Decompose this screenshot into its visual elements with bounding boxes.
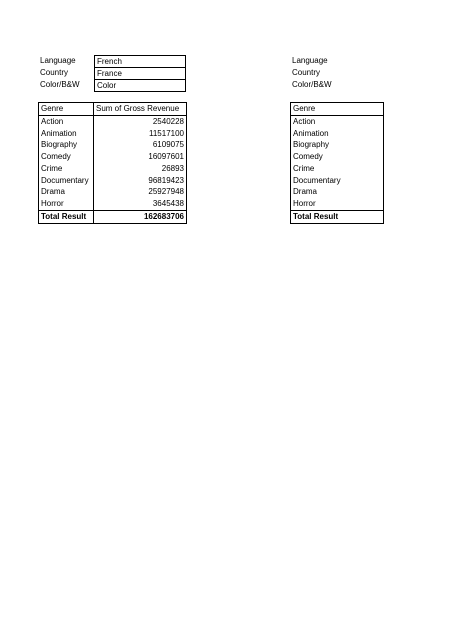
header-genre-right[interactable]: Genre (291, 103, 383, 116)
header-genre[interactable]: Genre (39, 103, 94, 116)
filter-value-country[interactable]: France (95, 68, 185, 80)
table-row-genre[interactable]: Drama (39, 186, 94, 198)
table-row-genre-right[interactable]: Drama (293, 187, 318, 197)
table-row-genre[interactable]: Comedy (39, 151, 94, 163)
filter-labels-left (40, 55, 96, 90)
table-row-genre[interactable]: Animation (39, 128, 94, 140)
table-row-genre-right[interactable]: Action (293, 116, 316, 126)
table-row-genre-right[interactable]: Comedy (293, 152, 323, 161)
table-row-value[interactable]: 16097601 (148, 152, 184, 161)
table-row-genre[interactable]: Documentary (39, 175, 94, 187)
filter-labels-right (292, 55, 372, 90)
table-row-value[interactable]: 2540228 (152, 116, 184, 126)
table-row-genre[interactable]: Horror (39, 198, 94, 210)
filter-label-language: Language (40, 56, 76, 65)
table-row-value[interactable]: 96819423 (148, 175, 184, 185)
pivot-table-left (38, 102, 187, 224)
filter-label-language-right: Language (292, 56, 328, 65)
table-row-genre-right[interactable]: Biography (293, 140, 330, 150)
table-row-genre-right[interactable]: Animation (293, 128, 329, 138)
filter-label-color-right: Color/B&W (292, 79, 332, 89)
filter-label-country-right: Country (292, 67, 321, 77)
filter-label-color: Color/B&W (40, 79, 80, 89)
table-row-value[interactable]: 26893 (161, 163, 184, 173)
total-result-value[interactable]: 162683706 (94, 210, 186, 223)
table-row-genre[interactable]: Crime (39, 163, 94, 175)
table-row-value[interactable]: 3645438 (152, 199, 184, 208)
table-row-genre-right[interactable]: Horror (293, 199, 316, 208)
total-result-label-right[interactable]: Total Result (291, 210, 383, 223)
table-row-value[interactable]: 25927948 (148, 187, 184, 197)
table-row-genre-right[interactable]: Crime (293, 163, 315, 173)
filter-value-color[interactable]: Color (97, 80, 117, 90)
filter-value-language[interactable]: French (95, 56, 185, 68)
header-gross-revenue[interactable]: Sum of Gross Revenue (94, 103, 186, 116)
table-row-value[interactable]: 11517100 (149, 128, 184, 138)
filter-label-country: Country (40, 67, 69, 77)
pivot-table-right (290, 102, 384, 224)
table-row-genre-right[interactable]: Documentary (293, 175, 341, 185)
table-row-genre[interactable]: Biography (39, 139, 94, 151)
total-result-label[interactable]: Total Result (39, 210, 94, 223)
filter-values-left (94, 55, 186, 92)
table-row-genre[interactable]: Action (39, 116, 94, 128)
table-row-value[interactable]: 6109075 (152, 140, 184, 150)
